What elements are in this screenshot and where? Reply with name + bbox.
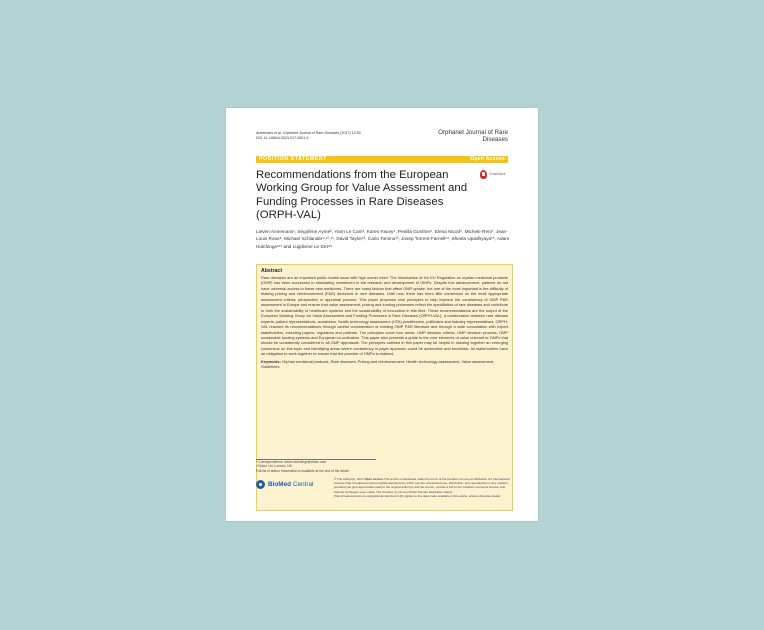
footnotes xyxy=(256,460,456,473)
abstract-text: Rare diseases are an important public health issue with high unmet need. The introduction of the EU Regulation on orphan medicinal products (OMP) has been successful in stimulating investment in the research and development of OMPs. Despite this advancement, patients do not have universal access to these new medicines. There are many factors that affect OMP uptake, but one of the most important is the difficulty of making pricing and reimbursement (P&R) decisions in rare diseases. Until now, there has been little consensus on the most appropriate assessment criteria, perspective or appraisal process. This paper proposes nine principles to help improve the consistency of OMP P&R assessment in Europe and ensure that value assessment, pricing and funding processes reflect the specificities of rare diseases and contribute to both the sustainability of healthcare systems and the sustainability of innovation in this field. These recommendations are the output of the European Working Group for Value Assessment and Funding Processes in Rare Diseases (ORPH-VAL), a collaboration between rare disease experts, patient representatives, academics, health technology assessment (HTA) practitioners, politicians and industry representatives. ORPH-VAL reached its recommendations through careful consideration of existing OMP P&R literature and through a wide consultation with expert stakeholders, including payers, regulators and patients. The principles cover four areas: OMP decision criteria, OMP decision process, OMP sustainable funding systems and European co-ordination. This paper also presents a guide to the core elements of value relevant to OMPs that should be consistently considered in all OMP appraisals. The principles outlined in this paper may be helpful in drawing together an emerging consensus on this topic and identifying areas where consistency in payer approach could be achievable and beneficial. All stakeholders have an obligation to work together to ensure that the promise of OMPs is realized. xyxy=(261,275,508,357)
license-text xyxy=(334,477,511,498)
keywords-text: Orphan medicinal products, Rare diseases, Pricing and reimbursement, Health technology assessment, Value assessment, Guidelines xyxy=(261,358,495,370)
article-page xyxy=(226,108,538,521)
publisher-logo xyxy=(256,479,326,491)
citation-doi: DOI 10.1186/s13023-017-0601-9 xyxy=(256,135,309,140)
keywords-label: Keywords: xyxy=(261,358,281,364)
abstract-heading: Abstract xyxy=(261,268,283,274)
keywords-line xyxy=(261,359,508,370)
affiliation-footnote: ¹⁶Dolon Ltd, London, UK xyxy=(256,464,292,469)
license-open-access: Open Access xyxy=(364,477,384,481)
license-prefix: © The Author(s). 2017 xyxy=(334,477,365,481)
abstract-box xyxy=(256,264,513,511)
journal-name: Orphanet Journal of Rare Diseases xyxy=(438,129,508,143)
crossmark-icon xyxy=(480,170,487,179)
license-body: This article is distributed under the terms of the Creative Commons Attribution 4.0 International License (http://creativecommons.org/licenses/by/4.0/), which permits unrestricted use, distribution, and reproduction in any medium, provided you give appropriate credit to the original author(s) and the source, provide a link to the Creative Commons license, and indicate if changes were made. The Creative Commons Public Domain Dedication waiver (http://creativecommons.org/publicdomain/zero/1.0/) applies to the data made available in this article, unless otherwise stated. xyxy=(334,477,510,498)
publisher-name-bold: BioMed xyxy=(268,481,292,488)
correspondence-footnote: * Correspondence: adam.hutchings@dolon.com xyxy=(256,460,327,464)
open-access-label: Open Access xyxy=(470,156,505,162)
author-list: Lieven Annemans¹, Ségolène Aymé², Yann Le Cam³, Karen Facey⁴, Penilla Gunther⁵, Elena Nicod⁶, Michele Reni⁷, Jean-Louis Roux⁸, Michael Schlander⁹,¹⁰,¹¹, David Taylor¹², Carlo Tomino¹³, Josep Torrent-Farnell¹⁴, Sheela Upadhyaya¹⁵, Adam Hutchings¹⁶* and Lugdivine Le Dez¹⁶ xyxy=(256,229,510,249)
article-type-label: POSITION STATEMENT xyxy=(259,156,327,162)
author-info-footnote: Full list of author information is available at the end of the article xyxy=(256,468,350,473)
article-type-bar xyxy=(256,156,508,163)
crossmark-badge[interactable] xyxy=(480,170,512,182)
article-title: Recommendations from the European Working Group for Value Assessment and Funding Processes in Rare Diseases (ORPH-VAL) xyxy=(256,169,468,221)
publisher-name xyxy=(268,481,313,488)
crossmark-label: CrossMark xyxy=(489,172,506,176)
citation-journal: Annemans et al. Orphanet Journal of Rare Diseases xyxy=(256,131,340,135)
biomed-central-logo-icon xyxy=(256,480,265,489)
citation-year-volume: (2017) 12:50 xyxy=(339,131,361,135)
publisher-name-rest: Central xyxy=(291,481,314,488)
citation-block xyxy=(256,131,396,141)
